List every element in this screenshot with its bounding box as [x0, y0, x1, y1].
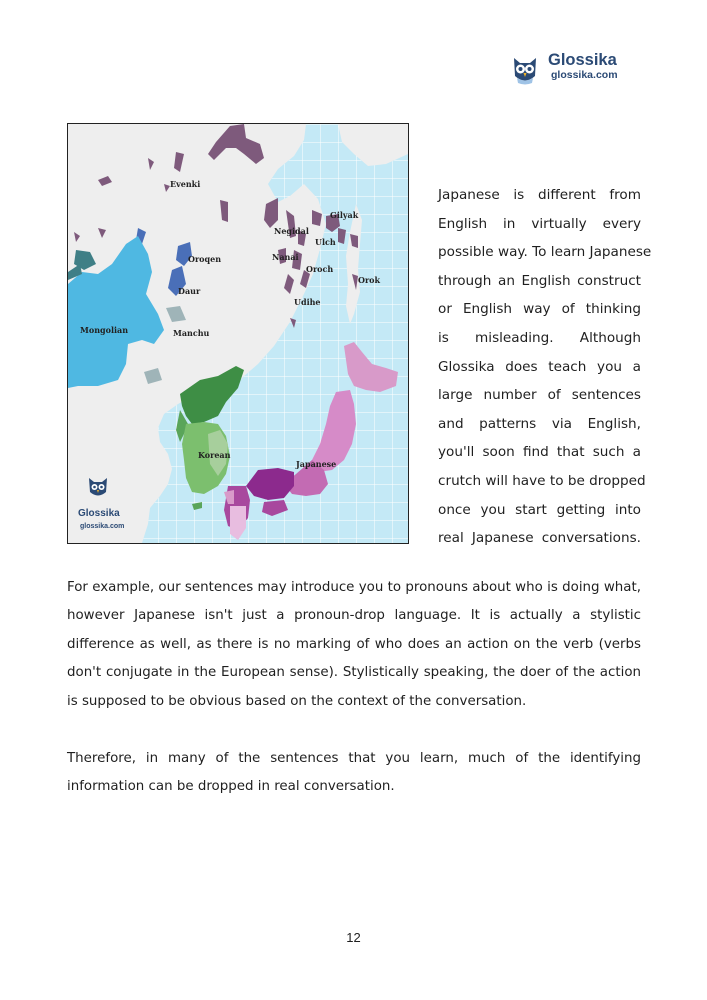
label-evenki: Evenki — [170, 179, 201, 189]
intro-line: you'll soon find that such a — [438, 444, 641, 461]
brand-url: glossika.com — [551, 69, 618, 81]
paragraph-example: For example, our sentences may introduce you to pronouns about who is doing what, however Japanese isn't just a pronoun-drop language. It is actually a stylistic difference as well, as there is no marking of who does an action on the verb (verbs don't conjugate in the European sense). Stylistically speaking, the doer of the action is supposed to be obvious based on the context of the conversation. — [67, 580, 641, 709]
label-japanese: Japanese — [296, 459, 337, 469]
paragraph-therefore: Therefore, in many of the sentences that you learn, much of the identifying information can be dropped in real conversation. — [67, 751, 641, 795]
page-number: 12 — [346, 930, 361, 945]
map-watermark-name: Glossika — [78, 508, 120, 519]
label-ulch: Ulch — [315, 237, 336, 247]
label-orok: Orok — [358, 275, 381, 285]
label-nanai: Nanai — [272, 252, 299, 262]
label-udihe: Udihe — [294, 297, 321, 307]
intro-line: large number of sentences — [438, 387, 641, 404]
label-oroch: Oroch — [306, 264, 334, 274]
glossika-logo — [508, 50, 648, 86]
owl-icon — [508, 52, 542, 86]
map-watermark-url: glossika.com — [80, 523, 125, 530]
intro-line: once you start getting into — [438, 501, 641, 518]
label-manchu: Manchu — [173, 328, 210, 338]
intro-line: is misleading. Although — [438, 329, 641, 346]
intro-text — [438, 181, 652, 553]
label-negidal: Negidal — [274, 226, 309, 236]
intro-line: Glossika does teach you a — [438, 358, 641, 375]
intro-line: crutch will have to be dropped — [438, 472, 646, 489]
language-map — [67, 123, 409, 544]
intro-line: through an English construct — [438, 272, 641, 289]
intro-line: English in virtually every — [438, 215, 641, 232]
label-korean: Korean — [198, 450, 231, 460]
intro-line: and patterns via English, — [438, 415, 641, 432]
intro-line: or English way of thinking — [438, 301, 641, 318]
brand-name: Glossika — [548, 51, 617, 69]
label-gilyak: Gilyak — [330, 210, 359, 220]
label-daur: Daur — [178, 286, 201, 296]
label-oroqen: Oroqen — [188, 254, 222, 264]
intro-line: real Japanese conversations. — [438, 530, 641, 547]
intro-line: Japanese is different from — [438, 187, 641, 203]
label-mongolian: Mongolian — [80, 325, 129, 335]
intro-line: possible way. To learn Japanese — [438, 244, 652, 261]
